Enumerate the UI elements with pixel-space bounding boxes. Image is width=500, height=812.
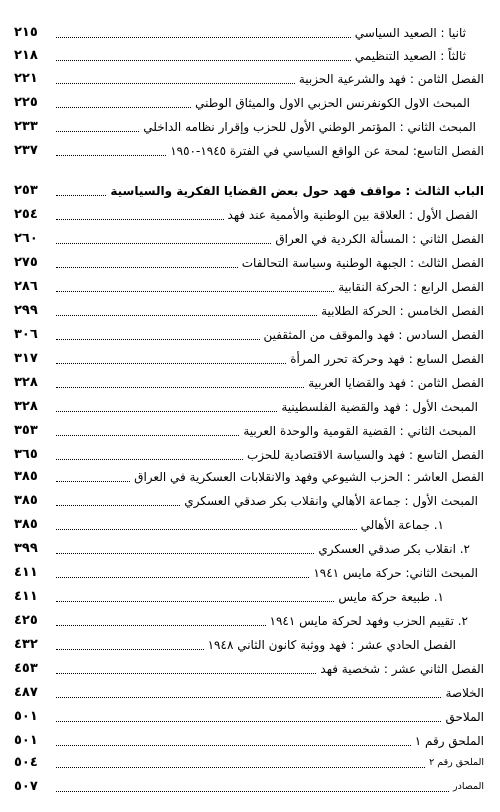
- toc-entry-page-number: ٢٥٣: [14, 183, 38, 198]
- dot-leader: [56, 721, 441, 722]
- toc-entry-page-number: ٢١٨: [14, 48, 38, 63]
- toc-entry-title: المبحث الأول : فهد والقضية الفلسطينية: [281, 400, 478, 414]
- dot-leader: [56, 291, 334, 292]
- toc-entry-page-number: ٥٠٧: [14, 779, 38, 794]
- dot-leader: [56, 107, 191, 108]
- toc-entry-title: المبحث الأول : جماعة الأهالي وانقلاب بكر صدقي العسكري: [184, 494, 478, 508]
- toc-entry: [14, 180, 484, 202]
- toc-entry: [14, 706, 484, 728]
- toc-entry: [14, 116, 484, 138]
- toc-entry-title: الفصل الثالث : الجبهة الوطنية وسياسة التحالفات: [241, 256, 484, 270]
- toc-entry: [14, 682, 484, 704]
- dot-leader: [56, 387, 304, 388]
- toc-entry-page-number: ٣٨٥: [14, 493, 38, 508]
- dot-leader: [56, 435, 239, 436]
- dot-leader: [56, 673, 316, 674]
- toc-entry: [14, 68, 484, 90]
- toc-entry-page-number: ٣٨٥: [14, 469, 38, 484]
- toc-entry: [14, 252, 484, 274]
- toc-entry-title: الخلاصة: [445, 686, 484, 700]
- toc-entry: [14, 610, 484, 632]
- toc-entry-title: الفصل التاسع: لمحة عن الواقع السياسي في الفترة ١٩٤٥-١٩٥٠: [170, 144, 484, 158]
- dot-leader: [56, 83, 295, 84]
- toc-entry-page-number: ٣١٧: [14, 351, 38, 366]
- dot-leader: [56, 267, 238, 268]
- toc-entry-title: الفصل السادس : فهد والموقف من المثقفين: [263, 328, 484, 342]
- dot-leader: [56, 767, 425, 768]
- toc-entry: [14, 730, 484, 752]
- dot-leader: [56, 363, 286, 364]
- dot-leader: [56, 37, 351, 38]
- toc-entry-page-number: ٣٥٣: [14, 423, 38, 438]
- toc-entry-title: الملاحق: [445, 710, 484, 724]
- toc-entry-page-number: ٣٨٥: [14, 517, 38, 532]
- toc-entry-title: الفصل الخامس : الحركة الطلابية: [321, 304, 484, 318]
- toc-entry: [14, 396, 484, 418]
- toc-entry-title: الفصل العاشر : الحزب الشيوعي وفهد والانقلابات العسكرية في العراق: [134, 470, 484, 484]
- toc-entry-page-number: ٤١١: [14, 565, 38, 580]
- dot-leader: [56, 577, 309, 578]
- toc-entry-title: الفصل الثامن : فهد والقضايا العربية: [308, 376, 484, 390]
- dot-leader: [56, 529, 357, 530]
- toc-entry: [14, 140, 484, 162]
- toc-entry-title: الفصل الثاني عشر : شخصية فهد: [320, 662, 484, 676]
- toc-entry-title: ١. طبيعة حركة مايس: [338, 590, 444, 604]
- toc-entry: [14, 634, 484, 656]
- dot-leader: [56, 649, 204, 650]
- toc-entry-title: الفصل الثاني : المسألة الكردية في العراق: [275, 232, 484, 246]
- toc-entry-title: الفصل الأول : العلاقة بين الوطنية والأممية عند فهد: [227, 208, 478, 222]
- toc-entry: [14, 92, 484, 114]
- toc-entry-title: ١. جماعة الأهالي: [360, 518, 444, 532]
- toc-entry: [14, 658, 484, 680]
- toc-entry: [14, 420, 484, 442]
- toc-entry-title: الفصل الرابع : الحركة النقابية: [338, 280, 484, 294]
- toc-entry: [14, 466, 484, 488]
- toc-entry-title: المصادر: [453, 781, 484, 792]
- dot-leader: [56, 481, 130, 482]
- toc-entry: [14, 45, 484, 67]
- toc-entry-page-number: ٢٦٠: [14, 231, 38, 246]
- dot-leader: [56, 195, 106, 196]
- dot-leader: [56, 219, 224, 220]
- toc-entry-title: ثانيا : الصعيد السياسي: [354, 26, 466, 40]
- dot-leader: [56, 243, 271, 244]
- toc-entry: [14, 300, 484, 322]
- toc-entry-title: الفصل التاسع : فهد والسياسة الاقتصادية للحزب: [246, 448, 484, 462]
- toc-entry-title: الفصل الثامن : فهد والشرعية الحزبية: [298, 72, 484, 86]
- toc-entry: [14, 538, 484, 560]
- toc-entry-page-number: ٢٥٤: [14, 207, 38, 222]
- dot-leader: [56, 459, 243, 460]
- toc-entry-page-number: ٣٢٨: [14, 375, 38, 390]
- toc-entry-title: المبحث الثاني : القضية القومية والوحدة العربية: [243, 424, 476, 438]
- toc-entry: [14, 444, 484, 466]
- toc-entry-title: ثالثاً : الصعيد التنظيمي: [354, 49, 466, 63]
- dot-leader: [56, 339, 260, 340]
- toc-entry-title: الملحق رقم ١: [414, 734, 484, 748]
- toc-entry-title: الفصل السابع : فهد وحركة تحرر المرأة: [290, 352, 484, 366]
- toc-entry-page-number: ٢٢١: [14, 71, 38, 86]
- dot-leader: [56, 60, 351, 61]
- toc-entry-page-number: ٣٠٦: [14, 327, 38, 342]
- toc-entry-page-number: ٢٣٣: [14, 119, 38, 134]
- toc-entry-page-number: ٥٠٤: [14, 755, 38, 770]
- toc-entry-page-number: ٢٩٩: [14, 303, 38, 318]
- toc-entry-page-number: ٤٣٢: [14, 637, 38, 652]
- toc-entry: [14, 776, 484, 798]
- toc-entry-page-number: ٢١٥: [14, 25, 38, 40]
- toc-entry: [14, 490, 484, 512]
- toc-entry-page-number: ٣٩٩: [14, 541, 38, 556]
- toc-entry: [14, 228, 484, 250]
- toc-entry-title: الملحق رقم ٢: [429, 757, 484, 768]
- toc-entry-page-number: ٥٠١: [14, 709, 38, 724]
- toc-entry-page-number: ٢٣٧: [14, 143, 38, 158]
- toc-entry: [14, 586, 484, 608]
- toc-entry-title: المبحث الاول الكونفرنس الحزبي الاول والميثاق الوطني: [195, 96, 470, 110]
- toc-entry: [14, 562, 484, 584]
- toc-entry-title: الفصل الحادي عشر : فهد ووثبة كانون الثاني ١٩٤٨: [207, 638, 456, 652]
- dot-leader: [56, 601, 334, 602]
- toc-entry-title: ٢. انقلاب بكر صدقي العسكري: [318, 542, 470, 556]
- toc-entry: [14, 372, 484, 394]
- toc-entry-title: ٢. تقييم الحزب وفهد لحركة مايس ١٩٤١: [269, 614, 468, 628]
- toc-entry-title: المبحث الثاني: حركة مايس ١٩٤١: [313, 566, 478, 580]
- toc-entry: [14, 348, 484, 370]
- dot-leader: [56, 745, 411, 746]
- dot-leader: [56, 697, 441, 698]
- toc-entry-page-number: ٤٨٧: [14, 685, 38, 700]
- dot-leader: [56, 625, 266, 626]
- toc-entry: [14, 752, 484, 774]
- dot-leader: [56, 131, 139, 132]
- toc-entry: [14, 22, 484, 44]
- toc-entry-page-number: ٥٠١: [14, 733, 38, 748]
- toc-entry: [14, 204, 484, 226]
- toc-entry: [14, 514, 484, 536]
- toc-entry-page-number: ٤٥٣: [14, 661, 38, 676]
- dot-leader: [56, 315, 317, 316]
- toc-entry-title: الباب الثالث : مواقف فهد حول بعض القضايا الفكرية والسياسية: [110, 184, 484, 198]
- toc-entry: [14, 324, 484, 346]
- dot-leader: [56, 791, 449, 792]
- dot-leader: [56, 505, 180, 506]
- toc-entry-page-number: ٢٧٥: [14, 255, 38, 270]
- dot-leader: [56, 155, 166, 156]
- toc-entry-page-number: ٤١١: [14, 589, 38, 604]
- toc-entry-page-number: ٣٦٥: [14, 447, 38, 462]
- toc-entry-title: المبحث الثاني : المؤتمر الوطني الأول للحزب وإقرار نظامه الداخلي: [143, 120, 476, 134]
- toc-entry: [14, 276, 484, 298]
- toc-entry-page-number: ٢٢٥: [14, 95, 38, 110]
- toc-entry-page-number: ٢٨٦: [14, 279, 38, 294]
- toc-entry-page-number: ٣٢٨: [14, 399, 38, 414]
- dot-leader: [56, 411, 277, 412]
- toc-entry-page-number: ٤٢٥: [14, 613, 38, 628]
- dot-leader: [56, 553, 314, 554]
